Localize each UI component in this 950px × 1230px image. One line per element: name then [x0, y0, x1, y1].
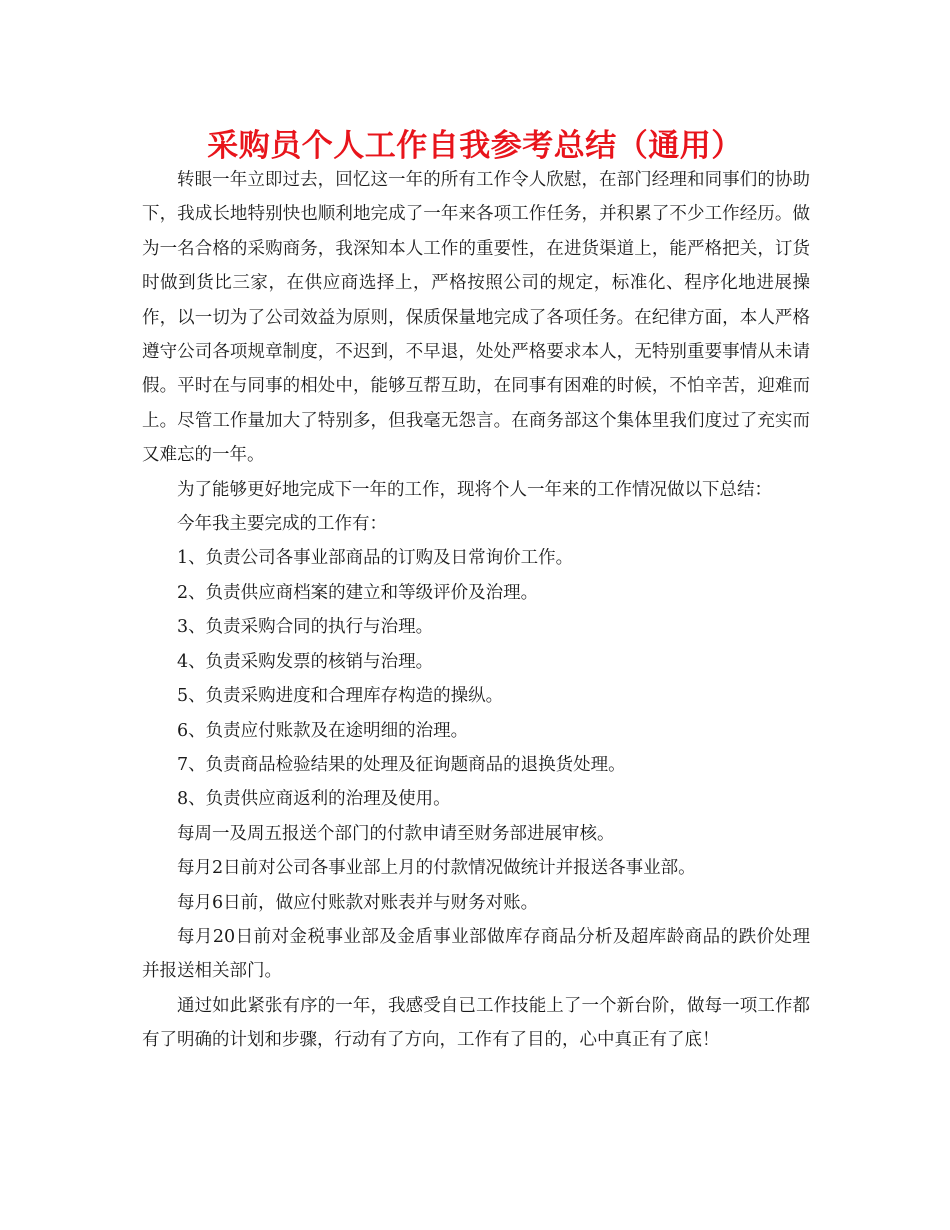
list-item-5: 5、负责采购进度和合理库存构造的操纵。	[177, 686, 504, 707]
paragraph-monthly-2: 每月2日前对公司各事业部上月的付款情况做统计并报送各事业部。	[177, 858, 696, 879]
paragraph-monthly-6: 每月6日前，做应付账款对账表并与财务对账。	[177, 892, 539, 913]
paragraph-weekly: 每周一及周五报送个部门的付款申请至财务部进展审核。	[177, 823, 615, 844]
paragraph-conclusion: 通过如此紧张有序的一年，我感受自已工作技能上了一个新台阶，做每一项工作都有了明确的计划和步骤，行动有了方向，工作有了目的，心中真正有了底！	[142, 995, 810, 1051]
paragraph-monthly-20: 每月20日前对金税事业部及金盾事业部做库存商品分析及超库龄商品的跌价处理并报送相关部门。	[142, 926, 810, 982]
list-item-7: 7、负责商品检验结果的处理及征询题商品的退换货处理。	[177, 754, 626, 775]
list-item-4: 4、负责采购发票的核销与治理。	[177, 651, 434, 672]
paragraph-main-work: 今年我主要完成的工作有：	[177, 514, 387, 535]
paragraph-intro: 转眼一年立即过去，回忆这一年的所有工作令人欣慰，在部门经理和同事们的协助下，我成长地特别快也顺利地完成了一年来各项工作任务，并积累了不少工作经历。做为一名合格的采购商务，我深知本人工作的重要性，在进货渠道上，能严格把关，订货时做到货比三家，在供应商选择上，严格按照公司的规定，标准化、程序化地进展操作，以一切为了公司效益为原则，保质保量地完成了各项任务。在纪律方面，本人严格遵守公司各项规章制度，不迟到，不早退，处处严格要求本人，无特别重要事情从未请假。平时在与同事的相处中，能够互帮互助，在同事有困难的时候，不怕辛苦，迎难而上。尽管工作量加大了特别多，但我毫无怨言。在商务部这个集体里我们度过了充实而又难忘的一年。	[142, 170, 810, 466]
list-item-6: 6、负责应付账款及在途明细的治理。	[177, 720, 469, 741]
list-item-1: 1、负责公司各事业部商品的订购及日常询价工作。	[177, 548, 574, 569]
list-item-3: 3、负责采购合同的执行与治理。	[177, 617, 434, 638]
paragraph-summary-lead: 为了能够更好地完成下一年的工作，现将个人一年来的工作情况做以下总结：	[177, 479, 772, 500]
list-item-2: 2、负责供应商档案的建立和等级评价及治理。	[177, 582, 539, 603]
list-item-8: 8、负责供应商返利的治理及使用。	[177, 789, 451, 810]
document-title: 采购员个人工作自我参考总结（通用）	[207, 128, 743, 164]
document-body	[142, 163, 810, 1058]
